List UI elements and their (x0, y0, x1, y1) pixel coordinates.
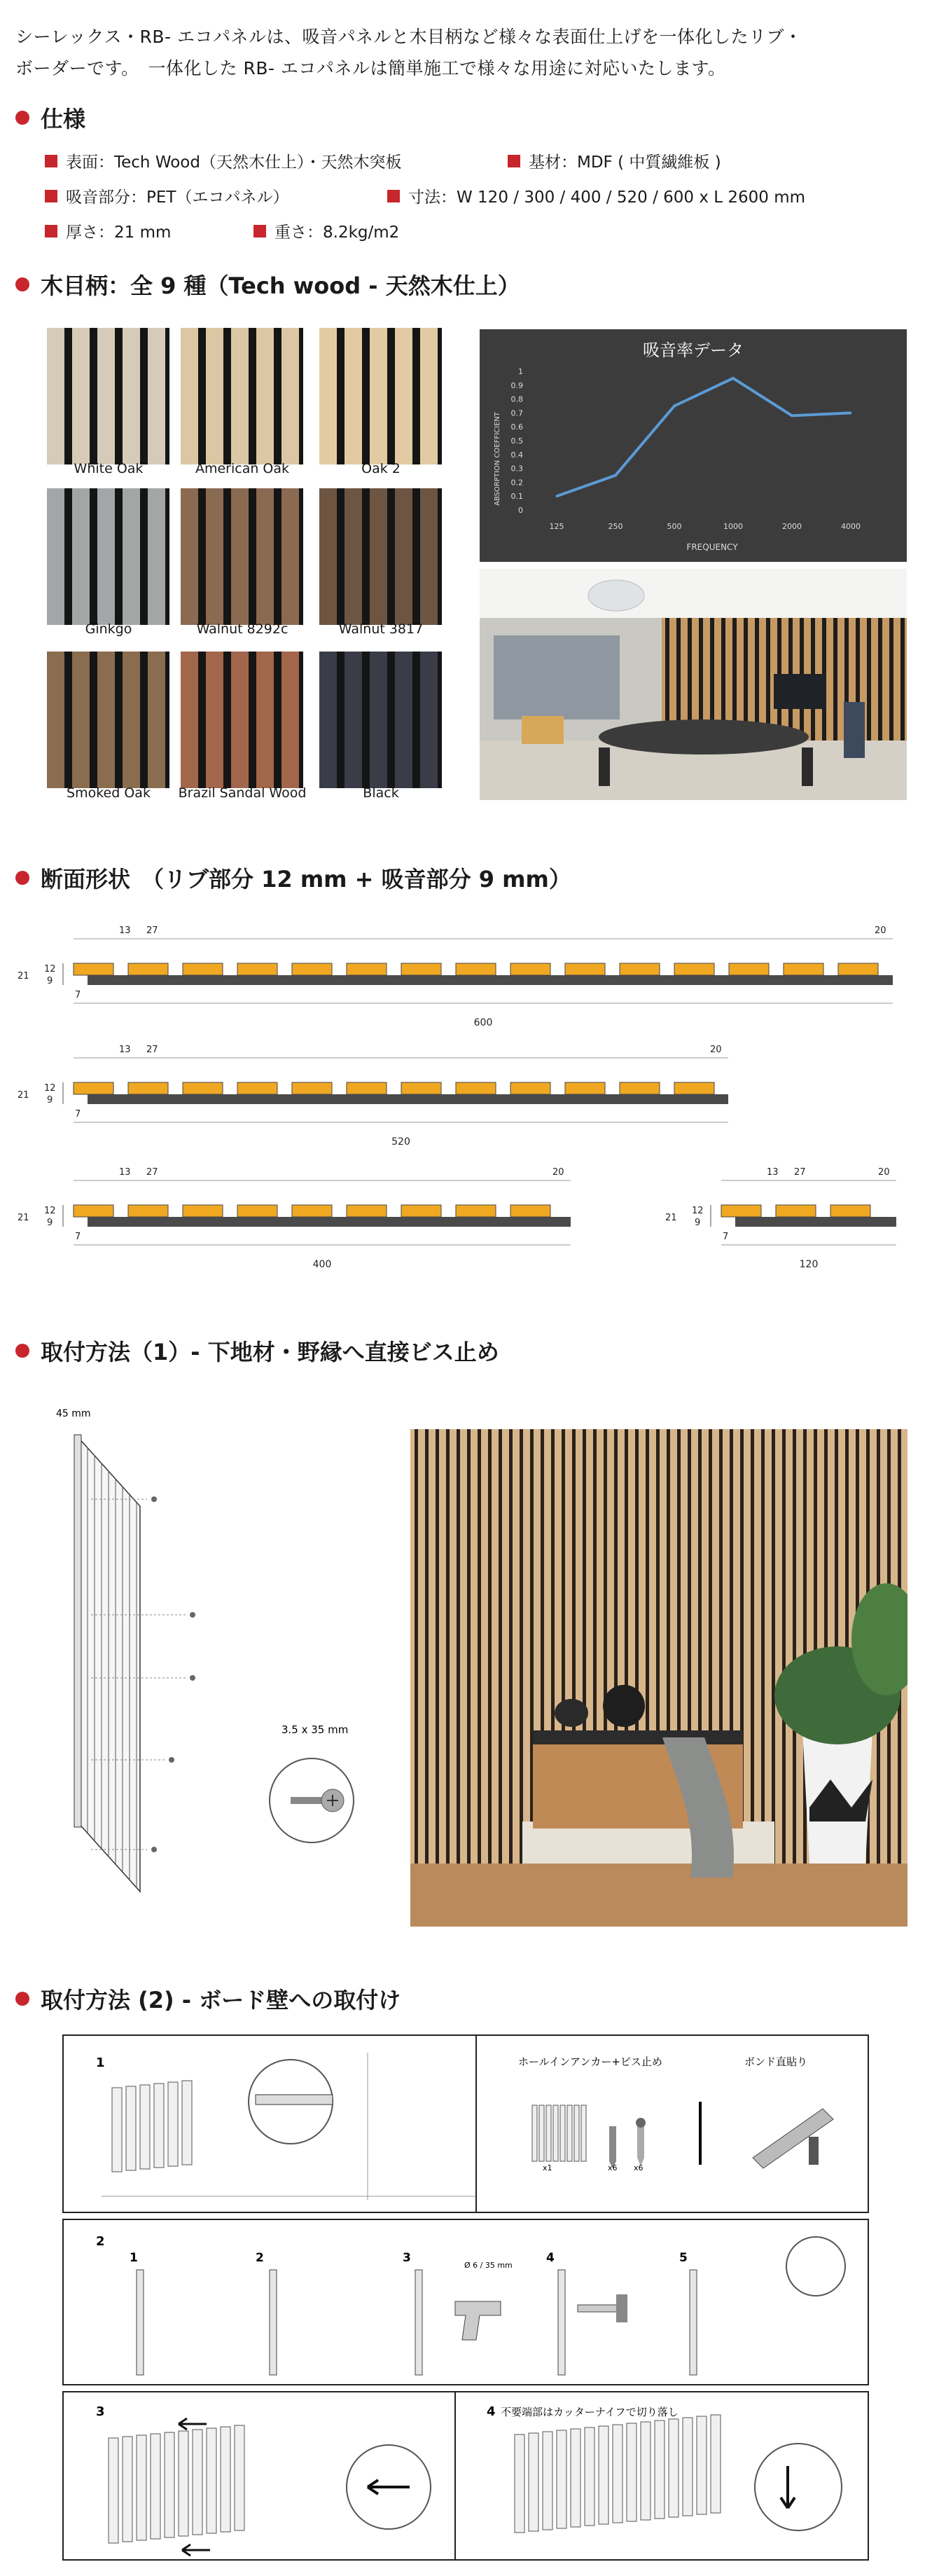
panel-rib (697, 2416, 707, 2514)
slat-gap (337, 328, 345, 464)
rib (721, 1205, 761, 1217)
slat-gap (337, 488, 345, 625)
wall-section (690, 2270, 697, 2375)
panel-rib (235, 2425, 244, 2530)
panel-rib (574, 2105, 579, 2161)
wood-swatch (181, 328, 303, 464)
bullet-dot-icon (15, 1344, 29, 1358)
panel-rib (599, 2426, 608, 2524)
wood-swatch-name: White Oak (74, 461, 144, 476)
slat-gap (140, 328, 148, 464)
rib (128, 1205, 168, 1217)
wood-swatch-name: Ginkgo (85, 621, 132, 637)
slat-gap (223, 328, 231, 464)
slat-gap (499, 1429, 502, 1864)
spec-absorb (45, 184, 288, 207)
spec-weight-text: 重さ：8.2kg/m2 (274, 223, 400, 242)
spec-base (508, 149, 721, 172)
anchor-icon (609, 2126, 616, 2168)
rib (401, 1205, 441, 1217)
square-bullet-icon (387, 190, 400, 202)
chart-xtick-label: 250 (608, 522, 623, 531)
slat-gap (90, 652, 97, 788)
panel-rib (154, 2083, 164, 2168)
slat-gap (833, 618, 837, 741)
slat-gap (165, 652, 169, 788)
slat-gap (249, 652, 256, 788)
dimension-label: 20 (878, 1167, 890, 1178)
panel-rib (543, 2432, 552, 2530)
slat-gap (198, 488, 206, 625)
slat-gap (64, 652, 72, 788)
panel-rib (546, 2105, 551, 2161)
wood-swatch-name: American Oak (195, 461, 290, 476)
intro-line-1: シーレックス・RB- エコパネルは、吸音パネルと木目柄など様々な表面仕上げを一体化したリブ・ (15, 27, 802, 47)
slat-gap (878, 618, 882, 741)
panel-rib (165, 2432, 174, 2537)
screw-icon (190, 1612, 195, 1618)
square-bullet-icon (45, 190, 57, 202)
slat-gap (223, 488, 231, 625)
wood-swatch (181, 488, 303, 625)
slat-gap (115, 328, 123, 464)
dimension-label: 13 (119, 1167, 131, 1178)
install1-title: 取付方法（1）- 下地材・野縁へ直接ビス止め (41, 1339, 499, 1365)
dimension-label: 27 (146, 1167, 158, 1178)
rib (183, 1082, 223, 1094)
dimension-label: 21 (665, 1213, 677, 1223)
step4-detail-circle (755, 2444, 842, 2530)
spec-absorb-text: 吸音部分：PET（エコパネル） (66, 188, 289, 207)
dimension-label: 9 (695, 1218, 701, 1228)
slat-gap (438, 328, 442, 464)
slat-gap (387, 488, 395, 625)
dimension-label: 21 (18, 971, 29, 982)
wood-title: 木目柄：全 9 種（Tech wood - 天然木仕上） (41, 273, 520, 299)
install2-title: 取付方法 (2) - ボード壁への取付け (41, 1987, 401, 2013)
panel-rib (711, 2415, 721, 2513)
slat-gap (793, 1429, 796, 1864)
slat-gap (362, 488, 370, 625)
level-tool-icon (256, 2095, 333, 2105)
rib (510, 963, 550, 975)
step2-num: 2 (96, 2234, 105, 2249)
slat-gap (520, 1429, 523, 1864)
panel-rib (182, 2081, 192, 2165)
screw-icon (151, 1847, 157, 1852)
panel-rib (539, 2105, 544, 2161)
dimension-label: 7 (75, 1232, 81, 1242)
rib (401, 963, 441, 975)
spec-size (387, 184, 805, 207)
dimension-label: 13 (767, 1167, 779, 1178)
panel-rib (655, 2420, 665, 2519)
spec-heading (15, 102, 85, 134)
wall-section (270, 2270, 277, 2375)
section-title: 断面形状 （リブ部分 12 mm + 吸音部分 9 mm） (41, 866, 571, 893)
dimension-label: 20 (552, 1167, 564, 1178)
panel-rib (126, 2086, 136, 2170)
spec-thickness-text: 厚さ：21 mm (66, 223, 172, 242)
cross-section-diagrams (0, 911, 932, 1289)
wall-section (558, 2270, 565, 2375)
panel-rib (140, 2085, 150, 2169)
dimension-label: 9 (47, 1095, 53, 1106)
slat-gap (299, 652, 303, 788)
rib (776, 1205, 816, 1217)
rib (674, 963, 714, 975)
wood-swatch (319, 488, 442, 625)
chart-ytick-label: 0.3 (510, 464, 523, 474)
screw-icon (190, 1675, 195, 1681)
slat-gap (362, 652, 370, 788)
rib (237, 963, 277, 975)
slat-gap (274, 488, 281, 625)
slat-gap (478, 1429, 481, 1864)
slat-gap (337, 652, 345, 788)
dimension-label: 520 (391, 1136, 410, 1148)
slat-gap (412, 488, 420, 625)
square-bullet-icon (253, 225, 266, 237)
slat-gap (782, 1429, 786, 1864)
spec-size-text: 寸法：W 120 / 300 / 400 / 520 / 600 x L 2600 mm (408, 188, 806, 207)
chart-ytick-label: 0.6 (510, 422, 523, 432)
step4-panel-illustration (515, 2415, 721, 2533)
slat-gap (412, 652, 420, 788)
slat-gap (249, 488, 256, 625)
panel-rib (669, 2419, 679, 2517)
square-bullet-icon (508, 155, 520, 167)
chart-ytick-label: 0.8 (510, 394, 523, 404)
slat-gap (889, 618, 893, 741)
dimension-label: 7 (75, 1109, 81, 1120)
bullet-dot-icon (15, 871, 29, 885)
rib (565, 1082, 605, 1094)
rib (456, 963, 496, 975)
chart-ytick-label: 1 (518, 367, 523, 376)
chart-xtick-label: 125 (549, 522, 564, 531)
panel-rib (123, 2437, 132, 2542)
living-room-photo (410, 1429, 907, 1927)
wall-section (415, 2270, 422, 2375)
rib (565, 963, 605, 975)
chart-xtick-label: 2000 (782, 522, 802, 531)
section-heading (15, 862, 571, 894)
slat-gap (198, 652, 206, 788)
spec-weight (253, 219, 399, 242)
rib (456, 1205, 496, 1217)
panel-rib (613, 2425, 623, 2523)
rib (674, 1082, 714, 1094)
absorption-chart (480, 329, 907, 562)
dimension-label: 21 (18, 1090, 29, 1101)
dimension-label: 7 (75, 990, 81, 1000)
spec-title: 仕様 (41, 106, 86, 132)
stud (74, 1435, 81, 1827)
rib (292, 1205, 332, 1217)
rib (620, 1082, 660, 1094)
wood-swatch-name: Brazil Sandal Wood (178, 785, 307, 801)
slat-gap (274, 328, 281, 464)
panel-rib (193, 2430, 202, 2535)
sub-step-1: 1 (130, 2251, 138, 2265)
bullet-dot-icon (15, 1992, 29, 2006)
slat-gap (387, 328, 395, 464)
intro-line-2: ボーダーです。 一体化した RB- エコパネルは簡単施工で様々な用途に対応いたします。 (15, 58, 726, 78)
wood-swatch-name: Black (363, 785, 399, 801)
square-bullet-icon (45, 225, 57, 237)
install2-heading (15, 1983, 401, 2015)
slat-gap (438, 488, 442, 625)
dimension-label: 600 (473, 1017, 493, 1028)
panel-rib (560, 2105, 565, 2161)
panel-rib (168, 2082, 178, 2166)
qty-panel: x1 (543, 2163, 552, 2172)
slat-gap (412, 328, 420, 464)
dimension-label: 13 (119, 925, 131, 936)
wood-swatch (47, 488, 169, 625)
wood-swatch-name: Oak 2 (361, 461, 401, 476)
panel-rib (585, 2427, 594, 2526)
slat-gap (900, 618, 905, 741)
bond-label: ボンド直貼り (744, 2055, 808, 2068)
panel-rib (112, 2088, 122, 2172)
rib (183, 1205, 223, 1217)
panel-rib (532, 2105, 537, 2161)
dimension-label: 12 (44, 1083, 56, 1094)
panel-rib (151, 2434, 160, 2539)
rib (237, 1082, 277, 1094)
rib (347, 963, 387, 975)
base-layer (88, 975, 893, 985)
panel-rib (137, 2435, 146, 2540)
slat-gap (115, 652, 123, 788)
rib (830, 1205, 870, 1217)
wood-swatch-name: Walnut 3817 (338, 621, 424, 637)
chart-ytick-label: 0.5 (510, 436, 523, 446)
dimension-label: 12 (44, 964, 56, 974)
qty-screw: x6 (634, 2163, 644, 2172)
slat-gap (64, 488, 72, 625)
rib (128, 963, 168, 975)
rib (729, 963, 769, 975)
slat-gap (761, 1429, 765, 1864)
slat-gap (299, 488, 303, 625)
panel-rib (529, 2433, 538, 2531)
wall-section (137, 2270, 144, 2375)
step4-text: 不要端部はカッターナイフで切り落し (501, 2406, 679, 2418)
panel-rib (571, 2429, 580, 2527)
install1-heading (15, 1335, 499, 1367)
bullet-dot-icon (15, 277, 29, 291)
step3-num: 3 (96, 2404, 105, 2419)
rib (510, 1082, 550, 1094)
step4-num: 4 (487, 2404, 496, 2419)
rib (620, 963, 660, 975)
rib (347, 1205, 387, 1217)
slat-gap (446, 1429, 450, 1864)
panel-rib (179, 2431, 188, 2536)
slat-gap (488, 1429, 492, 1864)
rib (74, 1082, 113, 1094)
wood-swatch (319, 328, 442, 464)
panel-rib (553, 2105, 558, 2161)
slat-gap (223, 652, 231, 788)
slat-gap (467, 1429, 471, 1864)
chart-ytick-label: 0.1 (510, 492, 523, 502)
slat-gap (140, 652, 148, 788)
base-layer (88, 1094, 728, 1104)
base-layer (735, 1217, 896, 1227)
slat-gap (436, 1429, 439, 1864)
chart-ytick-label: 0.9 (510, 380, 523, 390)
slat-gap (165, 328, 169, 464)
wood-swatch (47, 328, 169, 464)
dimension-label: 12 (692, 1206, 704, 1216)
dimension-label: 120 (799, 1259, 819, 1270)
dimension-label: 27 (794, 1167, 806, 1178)
dimension-label: 21 (18, 1213, 29, 1223)
bullet-dot-icon (15, 111, 29, 125)
slat-gap (509, 1429, 513, 1864)
panel-rib (109, 2438, 118, 2543)
square-bullet-icon (45, 155, 57, 167)
dimension-label: 13 (119, 1045, 131, 1055)
screw-icon (151, 1496, 157, 1502)
slat-gap (751, 1429, 754, 1864)
spec-base-text: 基材：MDF ( 中質繊維板 ) (529, 153, 721, 172)
sub-step-2: 2 (256, 2251, 264, 2265)
chart-ytick-label: 0 (518, 506, 523, 515)
chart-ylabel: ABSORPTION COEFFICIENT (494, 412, 501, 506)
qty-anchor: x6 (608, 2163, 618, 2172)
panel-rib (567, 2105, 572, 2161)
screw-size: 3.5 x 35 mm (281, 1723, 349, 1736)
rib (74, 963, 113, 975)
rib (292, 1082, 332, 1094)
panel-rib (557, 2430, 566, 2528)
slat-gap (457, 1429, 460, 1864)
wood-heading (15, 268, 520, 301)
spec-surface (45, 149, 401, 172)
panel-rib (515, 2434, 524, 2533)
slat-gap (766, 618, 770, 741)
slat-gap (299, 328, 303, 464)
wood-swatch (319, 652, 442, 788)
spec-thickness (45, 219, 171, 242)
dimension-label: 7 (723, 1232, 729, 1242)
panel-rib (627, 2423, 637, 2521)
panel-rib (683, 2418, 693, 2516)
slat-gap (425, 1429, 429, 1864)
slat-gap (249, 328, 256, 464)
chart-ytick-label: 0.4 (510, 450, 523, 460)
rib (347, 1082, 387, 1094)
screw-icon (169, 1757, 174, 1763)
install1-diagram (49, 1401, 399, 1934)
dim-45: 45 mm (56, 1408, 91, 1419)
rib (456, 1082, 496, 1094)
rib (510, 1205, 550, 1217)
slat-gap (362, 328, 370, 464)
anchor-label: ホールインアンカー+ビス止め (518, 2055, 662, 2068)
rib (784, 963, 823, 975)
slat-gap (415, 1429, 418, 1864)
dimension-label: 9 (47, 976, 53, 986)
chart-xtick-label: 500 (667, 522, 682, 531)
slat-gap (438, 652, 442, 788)
panel-rib (221, 2427, 230, 2532)
dimension-label: 400 (312, 1259, 332, 1270)
rib (237, 1205, 277, 1217)
dimension-label: 27 (146, 925, 158, 936)
wood-swatch-name: Smoked Oak (67, 785, 151, 801)
rib (838, 963, 878, 975)
rib (183, 963, 223, 975)
dimension-label: 12 (44, 1206, 56, 1216)
chart-xtick-label: 4000 (841, 522, 861, 531)
slat-gap (115, 488, 123, 625)
slat-gap (387, 652, 395, 788)
slat-gap (140, 488, 148, 625)
rib (401, 1082, 441, 1094)
rib (292, 963, 332, 975)
dimension-label: 20 (875, 925, 886, 936)
chart-xlabel: FREQUENCY (686, 542, 738, 552)
sub-step-3: 3 (403, 2251, 411, 2265)
base-layer (88, 1217, 571, 1227)
slat-gap (165, 488, 169, 625)
dimension-label: 9 (47, 1218, 53, 1228)
slat-gap (90, 328, 97, 464)
wood-swatch-name: Walnut 8292c (196, 621, 288, 637)
slat-gap (90, 488, 97, 625)
slat-gap (198, 328, 206, 464)
chart-xtick-label: 1000 (723, 522, 743, 531)
chart-title: 吸音率データ (643, 340, 744, 360)
chart-ytick-label: 0.2 (510, 478, 523, 488)
dimension-label: 27 (146, 1045, 158, 1055)
slat-gap (772, 1429, 775, 1864)
dimension-label: 20 (710, 1045, 722, 1055)
panel-rib (207, 2428, 216, 2533)
sub-step-4: 4 (546, 2251, 555, 2265)
wood-swatch (47, 652, 169, 788)
step1-num: 1 (96, 2055, 105, 2070)
rib (74, 1205, 113, 1217)
detail-circle (786, 2237, 845, 2296)
slat-gap (274, 652, 281, 788)
chart-ytick-label: 0.7 (510, 408, 523, 418)
rib (128, 1082, 168, 1094)
wood-swatch (181, 652, 303, 788)
sub-step-5: 5 (679, 2251, 688, 2265)
spec-surface-text: 表面：Tech Wood（天然木仕上）・天然木突板 (66, 153, 402, 172)
panel-rib (641, 2422, 651, 2520)
room-photo (480, 569, 907, 800)
slat-gap (64, 328, 72, 464)
install2-diagram (60, 2032, 872, 2564)
drill-size: Ø 6 / 35 mm (464, 2261, 513, 2270)
intro-text (15, 21, 919, 84)
panel-rib (581, 2105, 586, 2161)
slat-gap (867, 618, 871, 741)
